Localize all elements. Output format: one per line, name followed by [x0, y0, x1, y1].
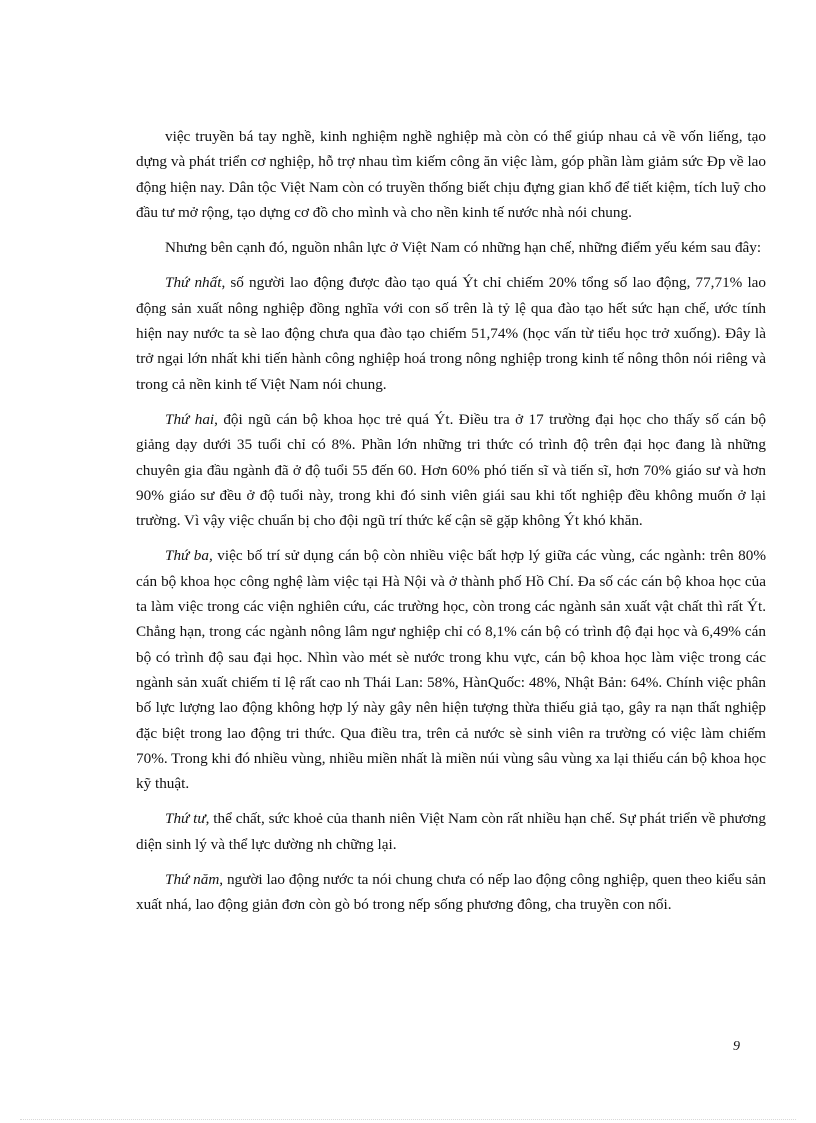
paragraph-lead: Thứ tư — [165, 810, 206, 828]
paragraph-lead: Thứ ba, — [165, 547, 213, 565]
paragraph-first — [136, 270, 766, 396]
paragraph-text: Nhưng bên cạnh đó, nguồn nhân lực ở Việt Nam có những hạn chế, những điểm yếu kém sau đây: — [165, 239, 762, 257]
paragraph-text: , số người lao động được đào tạo quá Ýt chỉ chiếm 20% tổng số lao động, 77,71% lao động sản xuất nông nghiệp đồng nghĩa với con số trên là tỷ lệ qua đào tạo hết sức hạn chế, ước tính hiện nay nước ta sè lao động chưa qua đào tạo chiếm 51,74% (học vấn từ tiểu học trở xuống). Đây là trở ngại lớn nhất khi tiến hành công nghiệp hoá trong nông nghiệp trong kinh tế nông thôn nói riêng và trong cả nền kinh tế Việt Nam nói chung. — [136, 274, 766, 393]
paragraph-text: việc bố trí sử dụng cán bộ còn nhiều việc bất hợp lý giữa các vùng, các ngành: trên 80% cán bộ khoa học công nghệ làm việc tại Hà Nội và ở thành phố Hồ Chí. Đa số các cán bộ khoa học của ta làm việc trong các viện nghiên cứu, các trường học, còn trong các ngành sản xuất vật chất thì rất Ýt. Chẳng hạn, trong các ngành nông lâm ngư nghiệp chỉ có 8,1% cán bộ có trình độ đại học và 6,49% cán bộ có trình độ sau đại học. Nhìn vào mét sè nước trong khu vực, cán bộ khoa học làm việc trong các ngành sản xuất chiếm tỉ lệ rất cao nh Thái Lan: 58%, HànQuốc: 48%, Nhật Bản: 64%. Chính việc phân bố lực lượng lao động không hợp lý này gây nên hiện tượng thừa thiếu giả tạo, gây ra nạn thất nghiệp đặc biệt trong lao động tri thức. Qua điều tra, trên cả nước sè sinh viên ra trường có việc làm chiếm 70%. Trong khi đó nhiều vùng, nhiều miền nhất là miền núi vùng sâu vùng xa lại thiếu cán bộ khoa học kỹ thuật. — [136, 547, 766, 793]
paragraph-fifth — [136, 867, 766, 918]
page-bottom-divider — [20, 1119, 796, 1120]
paragraph-lead: Thứ năm, — [165, 871, 224, 889]
paragraph-continuation — [136, 124, 766, 225]
paragraph-text: người lao động nước ta nói chung chưa có nếp lao động công nghiệp, quen theo kiểu sản xuất nhá, lao động giản đơn còn gò bó trong nếp sống phương đông, cha truyền con nối. — [136, 871, 766, 914]
paragraph-third — [136, 543, 766, 796]
paragraph-lead: Thứ nhất — [165, 274, 222, 292]
paragraph-lead: Thứ hai — [165, 410, 215, 428]
paragraph-text: , thể chất, sức khoẻ của thanh niên Việt Nam còn rất nhiều hạn chế. Sự phát triển về phương diện sinh lý và thể lực dường nh chững lại. — [136, 810, 766, 853]
paragraph-text: việc truyền bá tay nghề, kinh nghiệm nghề nghiệp mà còn có thể giúp nhau cả về vốn liếng, tạo dựng và phát triển cơ nghiệp, hỗ trợ nhau tìm kiếm công ăn việc làm, góp phần làm giảm sức Đp về lao động hiện nay. Dân tộc Việt Nam còn có truyền thống biết chịu đựng gian khổ để tiết kiệm, tích luỹ cho đầu tư mở rộng, tạo dựng cơ đồ cho mình và cho nền kinh tế nước nhà nói chung. — [136, 128, 766, 221]
paragraph-fourth — [136, 806, 766, 857]
page-number: 9 — [733, 1039, 740, 1054]
paragraph-text: , đội ngũ cán bộ khoa học trẻ quá Ýt. Điều tra ở 17 trường đại học cho thấy số cán bộ giảng dạy dưới 35 tuổi chỉ có 8%. Phần lớn những tri thức có trình độ trên đại học đang là những chuyên gia đầu ngành đã ở độ tuổi 55 đến 60. Hơn 60% phó tiến sĩ và tiến sĩ, hơn 70% giáo sư và hơn 90% giáo sư đều ở độ tuổi này, trong khi đó sinh viên giái sau khi tốt nghiệp đều không muốn ở lại trường. Vì vậy việc chuẩn bị cho đội ngũ trí thức kế cận sẽ gặp không Ýt khó khăn. — [136, 410, 766, 530]
paragraph-intro-limitations — [136, 235, 766, 260]
body-text — [136, 124, 766, 928]
paragraph-second — [136, 407, 766, 533]
